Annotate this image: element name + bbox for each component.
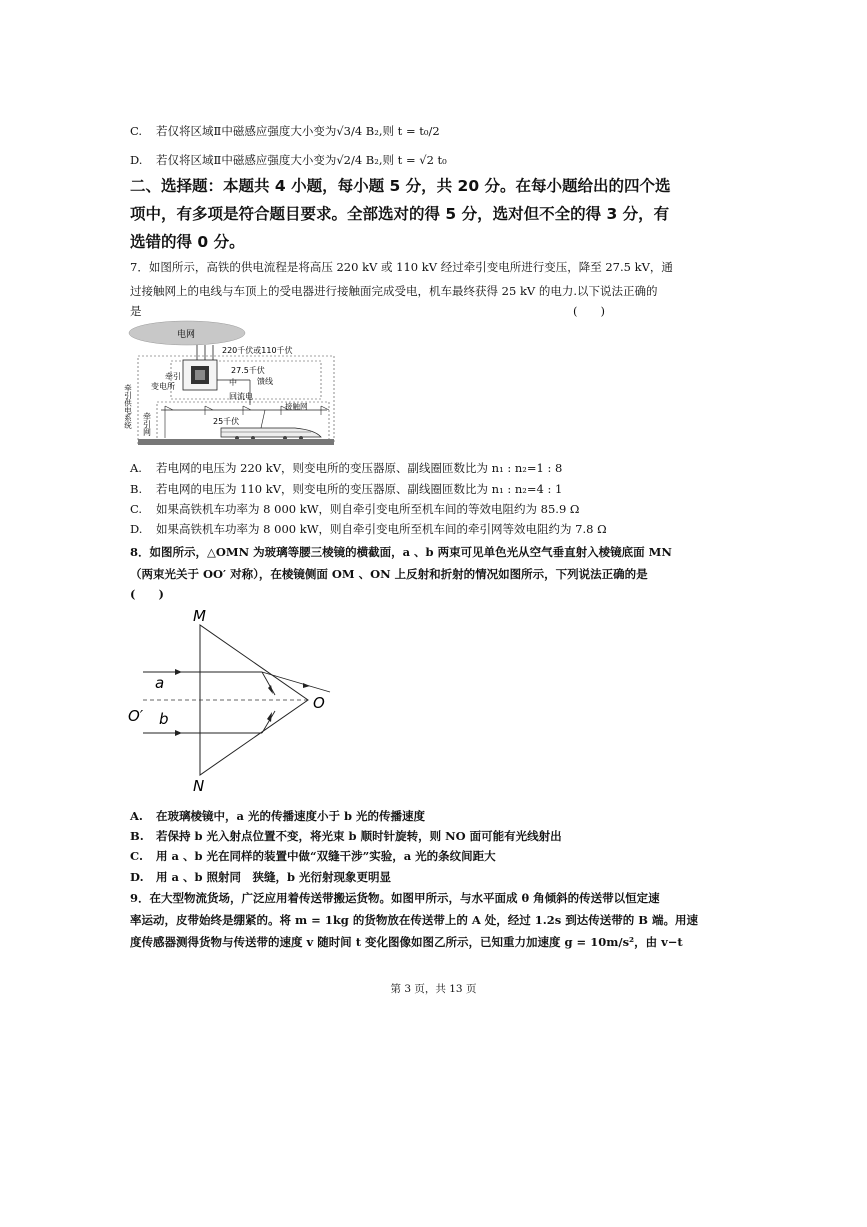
q7-power-supply-figure: [125, 318, 340, 450]
q7-option-a: A. 若电网的电压为 220 kV，则变电所的变压器原、副线圈匝数比为 n₁ : n₂=1 : 8: [130, 461, 563, 475]
q8-option-d: D. 用 a 、b 照射同 狭缝，b 光衍射现象更明显: [130, 870, 392, 884]
system-label: 牵引供电系统: [123, 384, 133, 429]
v25-label: 25千伏: [213, 417, 240, 426]
q8-stem-line1: 8．如图所示，△OMN 为玻璃等腰三棱镜的横截面，a 、b 两束可见单色光从空气垂直射入棱镜底面 MN: [130, 545, 672, 559]
q8-option-c: C. 用 a 、b 光在同样的装置中做“双缝干涉”实验，a 光的条纹间距大: [130, 849, 496, 863]
page-footer: 第 3 页，共 13 页: [390, 983, 477, 995]
q7-option-d: D. 如果高铁机车功率为 8 000 kW，则自牵引变电所至机车间的牵引网等效电阻约为 7.8 Ω: [130, 522, 607, 536]
section-heading-line1: 二、选择题：本题共 4 小题，每小题 5 分，共 20 分。在每小题给出的四个选: [130, 177, 671, 195]
label-O: O: [313, 694, 325, 712]
q7-answer-paren: ( ): [573, 304, 605, 318]
ac-label: 中: [229, 378, 237, 387]
substation-label-2: 变电所: [151, 382, 175, 391]
q7-stem-line3: 是: [130, 304, 142, 318]
q8-option-b: B. 若保持 b 光入射点位置不变，将光束 b 顺时针旋转，则 NO 面可能有光线射出: [130, 829, 562, 843]
feeder-label: 馈线: [257, 377, 273, 386]
label-M: M: [193, 607, 206, 625]
q8-option-a: A. 在玻璃棱镜中，a 光的传播速度小于 b 光的传播速度: [130, 809, 426, 823]
q9-stem-line3: 度传感器测得货物与传送带的速度 v 随时间 t 变化图像如图乙所示，已知重力加速度 g = 10m/s²，由 v−t: [130, 935, 683, 949]
voltage-in-label: 220千伏或110千伏: [222, 346, 293, 355]
label-Oprime: O′: [128, 707, 144, 725]
q7-option-c: C. 如果高铁机车功率为 8 000 kW，则自牵引变电所至机车间的等效电阻约为 85.9 Ω: [130, 502, 580, 516]
prev-option-c: C. 若仅将区域Ⅱ中磁感应强度大小变为√3/4 B₂,则 t = t₀/2: [130, 124, 440, 138]
q8-stem-line2: （两束光关于 OO′ 对称），在棱镜侧面 OM 、ON 上反射和折射的情况如图所示，下列说法正确的是: [130, 567, 648, 581]
ground-strip: [138, 439, 334, 445]
prev-option-d: D. 若仅将区域Ⅱ中磁感应强度大小变为√2/4 B₂,则 t = √2 t₀: [130, 153, 447, 167]
q7-option-b: B. 若电网的电压为 110 kV，则变电所的变压器原、副线圈匝数比为 n₁ : n₂=4 : 1: [130, 482, 563, 496]
contact-label: 接触网: [285, 402, 308, 411]
substation-label-1: 牵引: [165, 372, 181, 381]
q9-stem-line2: 率运动，皮带始终是绷紧的。将 m = 1kg 的货物放在传送带上的 A 处，经过 1.2s 到达传送带的 B 端。用速: [130, 913, 698, 927]
label-a: a: [155, 674, 165, 692]
q7-stem-line1: 7．如图所示，高铁的供电流程是将高压 220 kV 或 110 kV 经过牵引变电所进行变压，降至 27.5 kV，通: [130, 260, 673, 274]
q7-stem-line2: 过接触网上的电线与车顶上的受电器进行接触面完成受电，机车最终获得 25 kV 的电力.以下说法正确的: [130, 284, 658, 298]
grid-label: 电网: [177, 330, 196, 340]
train-shape: [221, 428, 321, 437]
q8-prism-figure: [125, 605, 340, 795]
q8-answer-paren: ( ): [130, 587, 164, 601]
network-label: 牵引网: [142, 412, 152, 436]
v275-label: 27.5千伏: [231, 366, 265, 375]
label-b: b: [159, 710, 169, 728]
q9-stem-line1: 9．在大型物流货场，广泛应用着传送带搬运货物。如图甲所示，与水平面成 θ 角倾斜的传送带以恒定速: [130, 891, 660, 905]
section-heading-line2: 项中，有多项是符合题目要求。全部选对的得 5 分，选对但不全的得 3 分，有: [130, 205, 670, 223]
ac-label-2: 回流电: [229, 392, 253, 401]
label-N: N: [193, 777, 205, 795]
section-heading-line3: 选错的得 0 分。: [130, 233, 245, 251]
